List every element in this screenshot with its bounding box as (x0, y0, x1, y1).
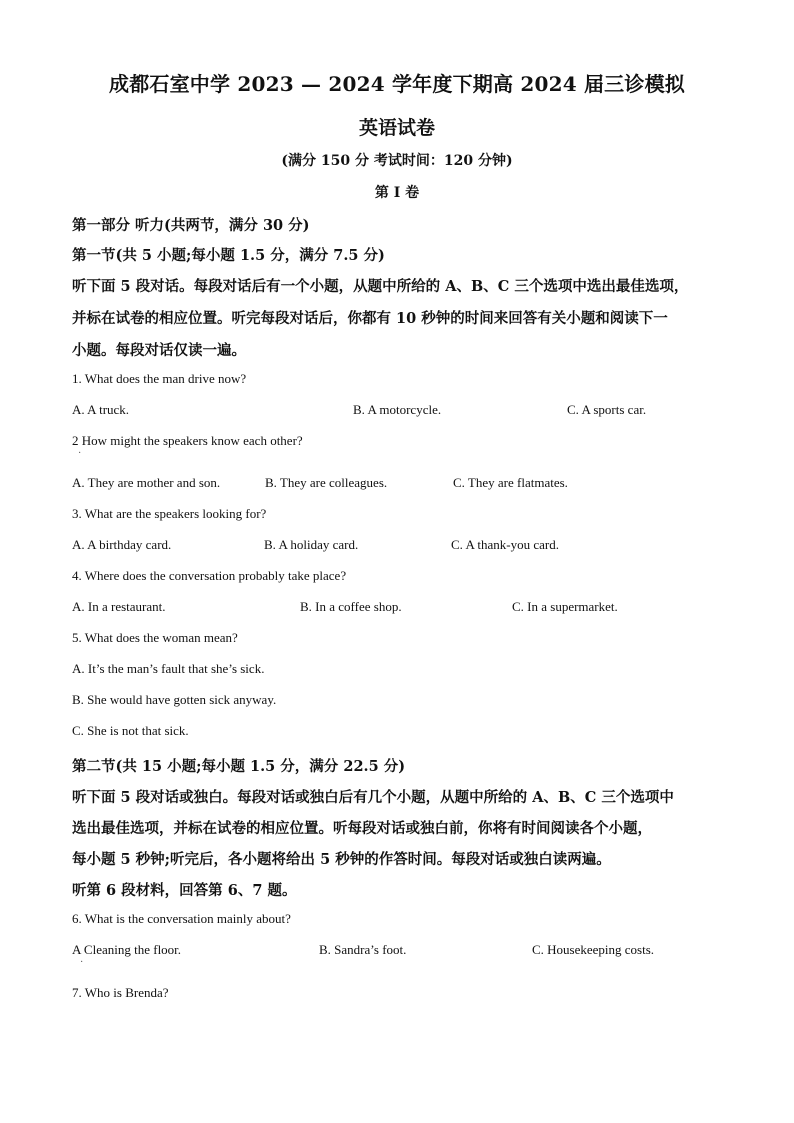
question-stem: 1. What does the man drive now? (72, 371, 247, 386)
answer-option: C. Housekeeping costs. (532, 942, 655, 957)
answer-option: C. A thank-you card. (451, 537, 559, 552)
answer-option: A. They are mother and son. (72, 475, 221, 490)
exam-title: 成都石室中学 2023 — 2024 学年度下期高 2024 届三诊模拟 (109, 72, 685, 96)
part1-heading: 第一部分 听力(共两节，满分 30 分) (72, 217, 310, 234)
answer-option: B. Sandra’s foot. (319, 942, 407, 957)
answer-option: B. They are colleagues. (265, 475, 388, 490)
volume-label: 第 I 卷 (374, 185, 420, 201)
answer-option: C. They are flatmates. (453, 475, 568, 490)
section2-instruction-line: 选出最佳选项，并标在试卷的相应位置。听每段对话或独白前，你将有时间阅读各个小题， (72, 820, 652, 837)
answer-option: C. In a supermarket. (512, 599, 618, 614)
question-stem: 4. Where does the conversation probably take place? (72, 568, 347, 583)
stray-mark: · (78, 448, 82, 459)
answer-option: A. A truck. (72, 402, 130, 417)
section1-instruction-line: 小题。每段对话仅读一遍。 (72, 342, 246, 359)
question-stem: 6. What is the conversation mainly about? (72, 911, 291, 926)
section1-instruction-line: 听下面 5 段对话。每段对话后有一个小题，从题中所给的 A、B、C 三个选项中选出最佳选项， (72, 278, 689, 295)
question-stem: 3. What are the speakers looking for? (72, 506, 267, 521)
answer-option: A Cleaning the floor. (72, 942, 182, 957)
section1-heading: 第一节(共 5 小题;每小题 1.5 分，满分 7.5 分) (72, 247, 385, 264)
answer-option: C. A sports car. (567, 402, 647, 417)
answer-option: B. In a coffee shop. (300, 599, 402, 614)
section2-instruction-line: 每小题 5 秒钟;听完后，各小题将给出 5 秒钟的作答时间。每段对话或独白读两遍。 (72, 851, 611, 868)
answer-option: B. A holiday card. (264, 537, 359, 552)
answer-option: B. A motorcycle. (353, 402, 442, 417)
section1-instruction-line: 并标在试卷的相应位置。听完每段对话后，你都有 10 秒钟的时间来回答有关小题和阅读下一 (72, 310, 668, 327)
section2-instruction-line: 听下面 5 段对话或独白。每段对话或独白后有几个小题，从题中所给的 A、B、C 三个选项中 (72, 789, 674, 806)
material-note: 听第 6 段材料，回答第 6、7 题。 (72, 882, 297, 899)
question-stem: 5. What does the woman mean? (72, 630, 238, 645)
question-stem: 2 How might the speakers know each other? (72, 433, 303, 448)
exam-subtitle: 英语试卷 (358, 117, 435, 139)
answer-option: A. In a restaurant. (72, 599, 166, 614)
section2-heading: 第二节(共 15 小题;每小题 1.5 分，满分 22.5 分) (72, 758, 406, 775)
stray-mark: · (80, 957, 84, 968)
score-time-note: (满分 150 分 考试时间：120 分钟) (281, 153, 513, 169)
answer-option: C. She is not that sick. (72, 723, 189, 738)
question-stem: 7. Who is Brenda? (72, 985, 169, 1000)
answer-option: B. She would have gotten sick anyway. (72, 692, 277, 707)
answer-option: A. A birthday card. (72, 537, 172, 552)
answer-option: A. It’s the man’s fault that she’s sick. (72, 661, 265, 676)
